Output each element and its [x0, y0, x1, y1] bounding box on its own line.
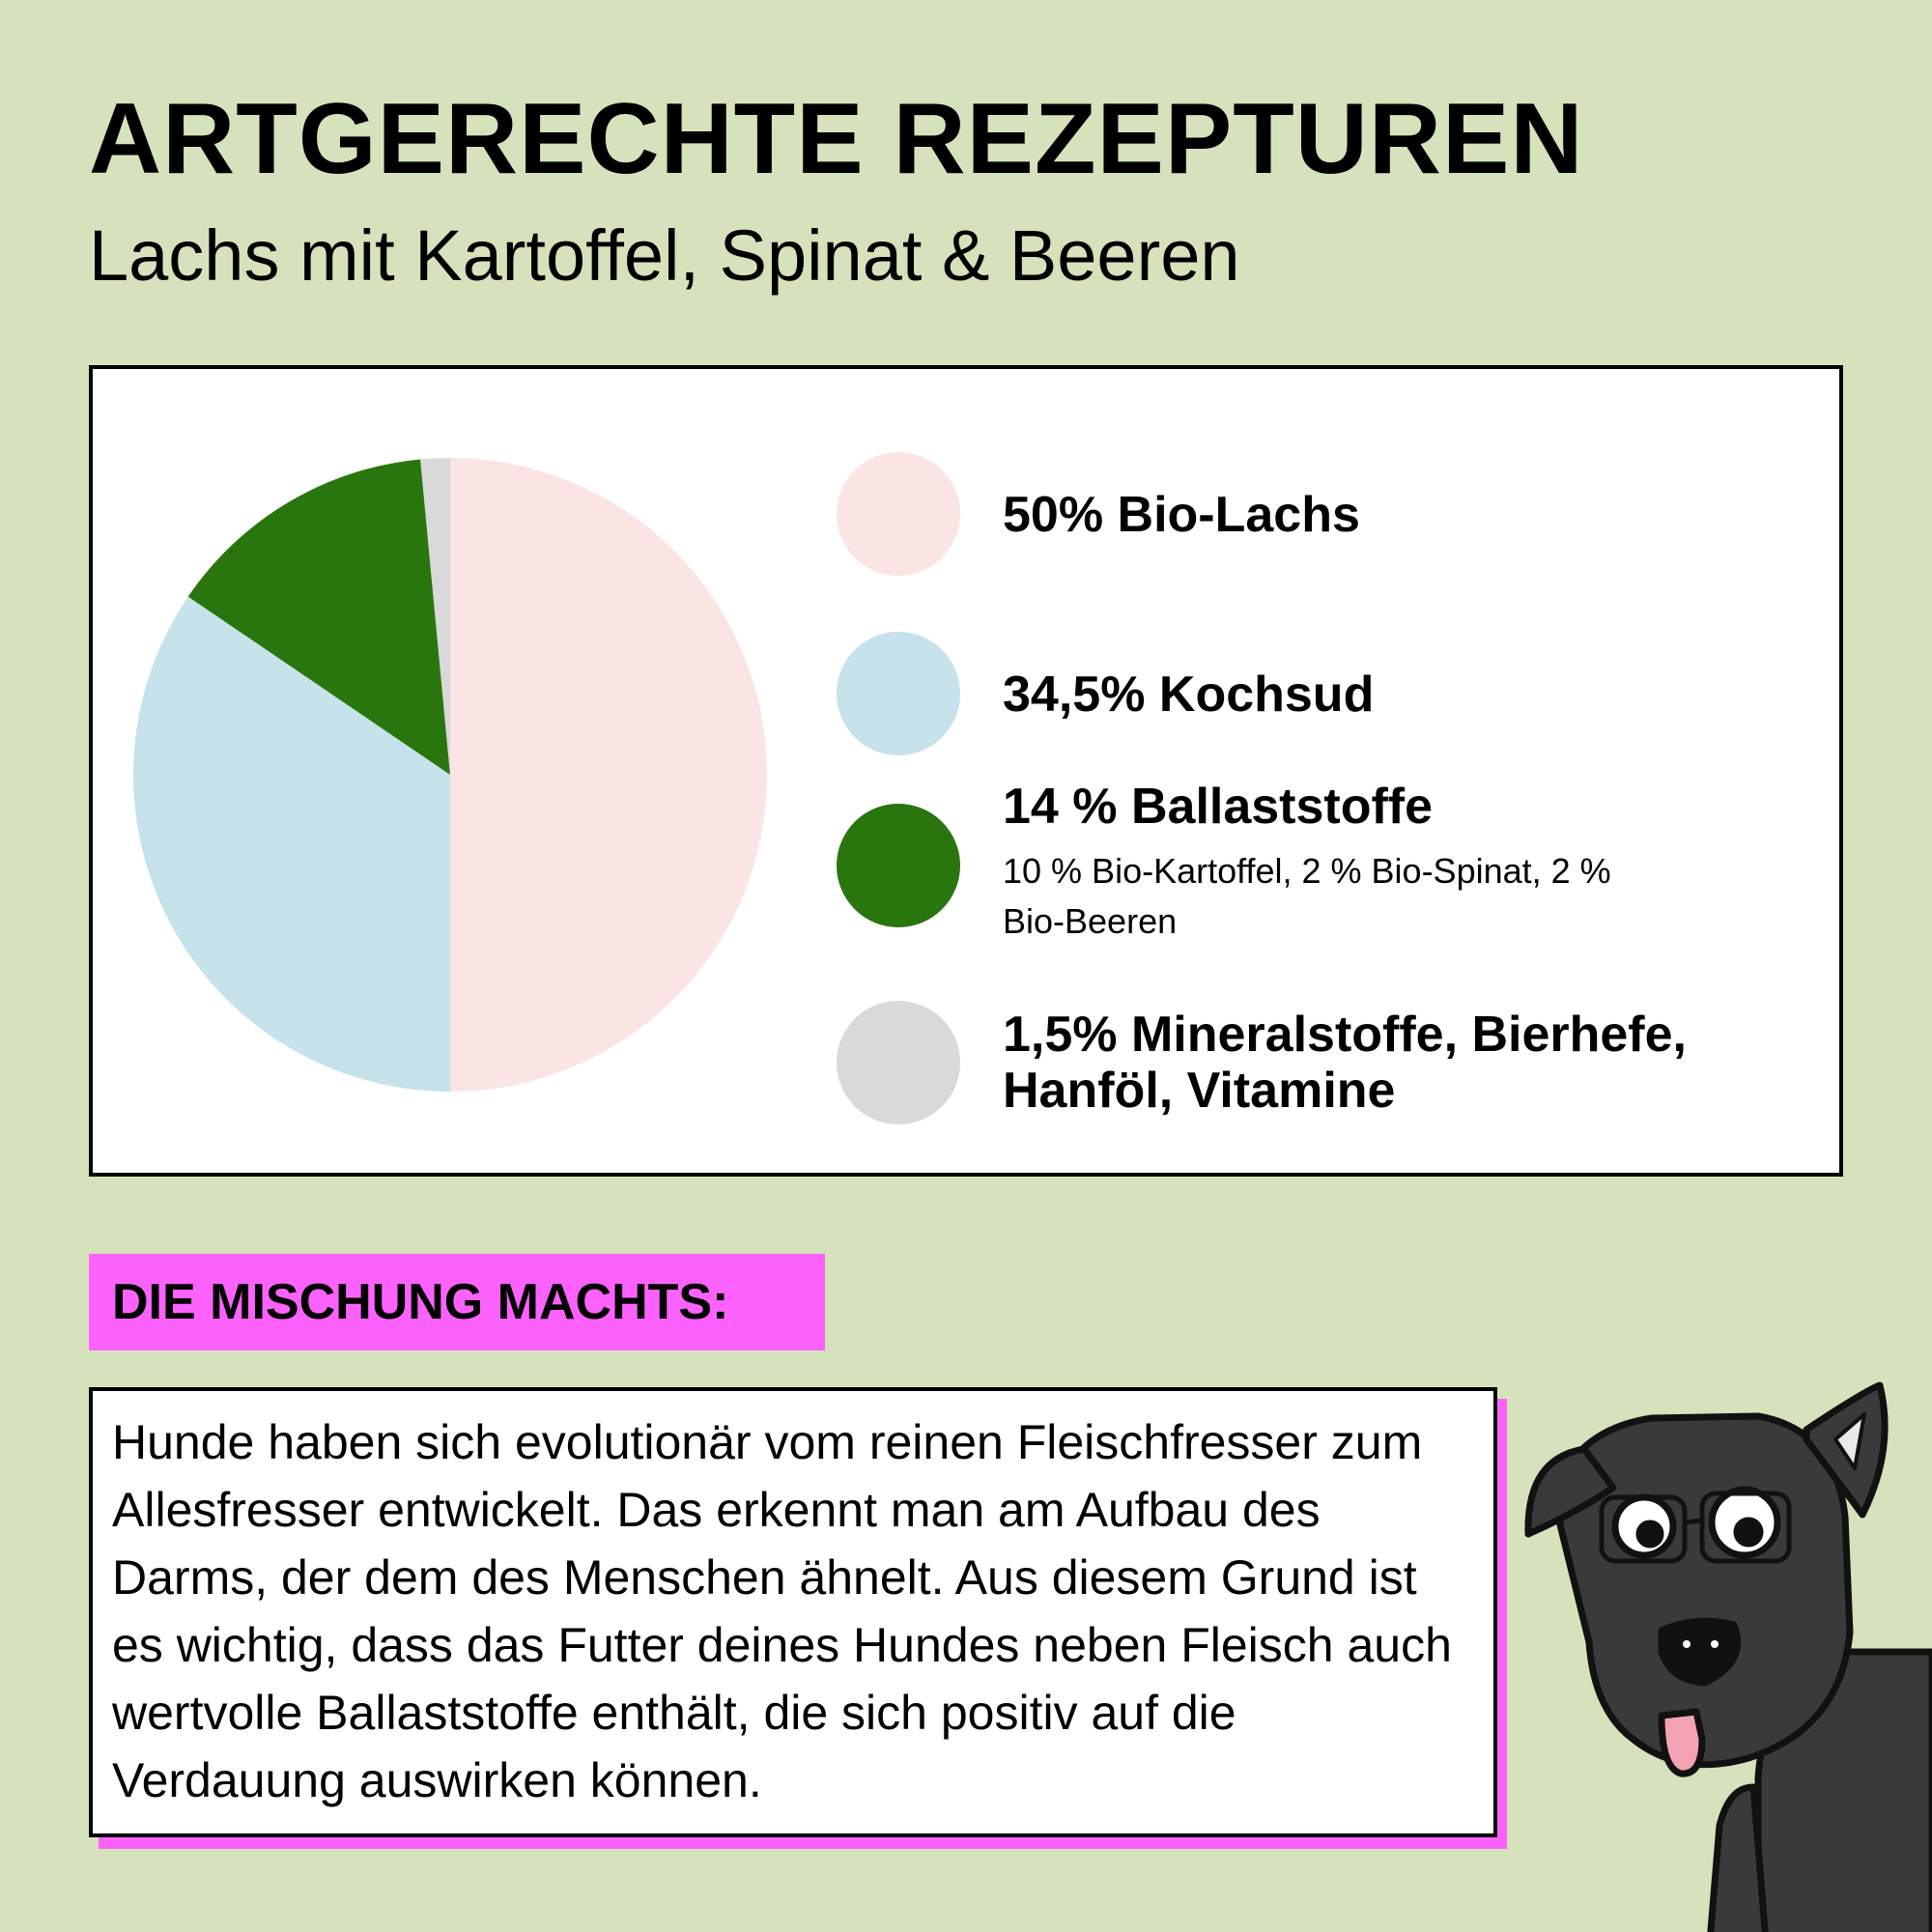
dog-tongue: [1662, 1712, 1702, 1774]
page-subtitle: Lachs mit Kartoffel, Spinat & Beeren: [89, 215, 1240, 296]
legend-sublabel-ballaststoffe: 10 % Bio-Kartoffel, 2 % Bio-Spinat, 2 % Bio-Beeren: [1003, 851, 1611, 941]
chart-card: [89, 365, 1843, 1177]
text-card: [89, 1387, 1497, 1837]
legend-item-ballaststoffe: [1003, 779, 1640, 947]
pie-slice-lachs: [450, 458, 767, 1092]
legend-label-ballaststoffe: 14 % Ballaststoffe: [1003, 779, 1434, 835]
dog-leg: [1710, 1787, 1766, 1932]
legend-swatch-kochsud: [837, 632, 960, 755]
legend-swatch-mineralstoffe: [837, 1001, 960, 1124]
mix-heading: DIE MISCHUNG MACHTS:: [112, 1274, 729, 1330]
dog-mascot-illustration: [1517, 1372, 1932, 1932]
legend-label-kochsud: 34,5% Kochsud: [1003, 667, 1375, 723]
mix-body-text: Hunde haben sich evolutionär vom reinen Fleischfresser zum Allesfresser entwickelt. Das erkennt man am Aufbau des Darms, der dem des Menschen ähnelt. Aus diesem Grund ist es wichtig, dass das Futter deines Hundes neben Fleisch auch wertvolle Ballaststoffe enthält, die sich positiv auf die Verdauung auswirken können.: [112, 1415, 1452, 1807]
mix-heading-banner: [89, 1254, 825, 1350]
page-title: ARTGERECHTE REZEPTUREN: [89, 83, 1584, 195]
legend-swatch-ballaststoffe: [837, 804, 960, 927]
legend-label-mineralstoffe: 1,5% Mineralstoffe, Bierhefe, Hanföl, Vitamine: [1003, 1007, 1687, 1119]
legend-label-lachs: 50% Bio-Lachs: [1003, 487, 1360, 543]
legend-item-mineralstoffe: [1003, 1007, 1795, 1119]
pie-chart: [131, 456, 769, 1094]
legend-item-lachs: [1003, 487, 1360, 543]
legend-swatch-lachs: [837, 452, 960, 576]
legend-item-kochsud: [1003, 667, 1374, 723]
